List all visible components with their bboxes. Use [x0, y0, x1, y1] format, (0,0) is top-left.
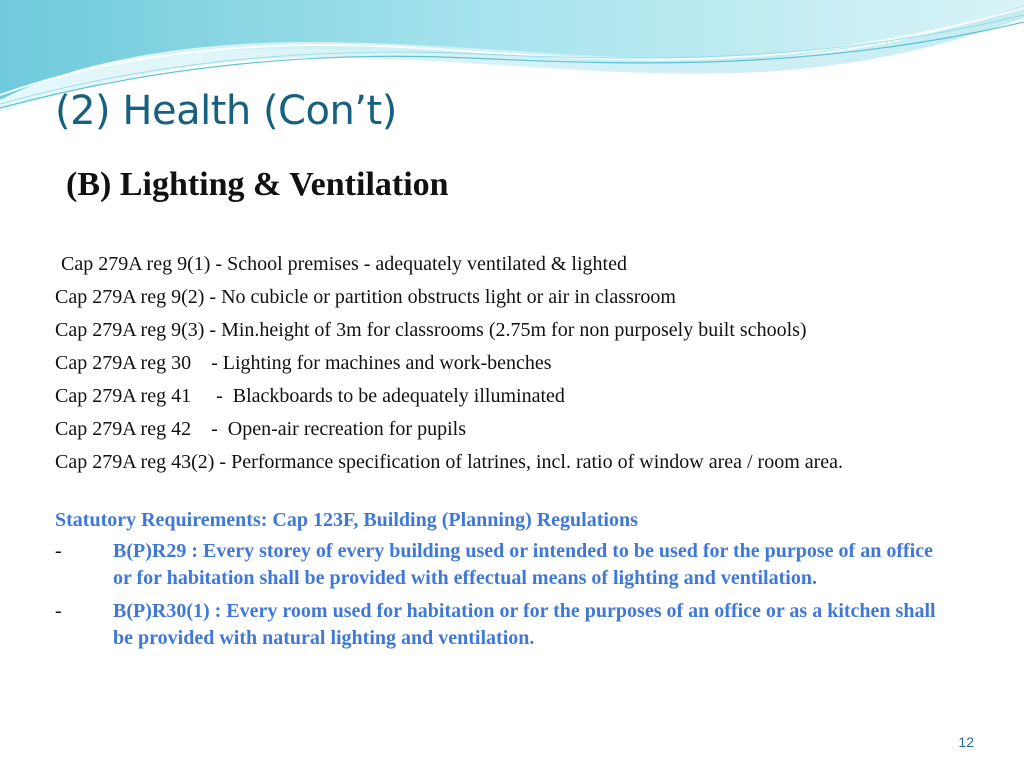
statutory-item [55, 598, 970, 652]
statutory-item [55, 538, 970, 592]
statutory-item-text: B(P)R29 : Every storey of every building used or intended to be used for the purpose of an office or for habitation shall be provided with effectual means of lighting and ventilation. [113, 540, 933, 589]
regulation-item: Cap 279A reg 9(2) - No cubicle or partition obstructs light or air in classroom [55, 286, 676, 308]
section-subtitle: (B) Lighting & Ventilation [66, 166, 449, 203]
regulation-item: Cap 279A reg 30 - Lighting for machines and work-benches [55, 352, 552, 374]
slide-title: (2) Health (Con’t) [55, 88, 397, 134]
statutory-item-text: B(P)R30(1) : Every room used for habitation or for the purposes of an office or as a kitchen shall be provided with natural lighting and ventilation. [113, 600, 936, 649]
bullet-dash: - [55, 600, 62, 622]
bullet-dash: - [55, 540, 62, 562]
regulation-item: Cap 279A reg 42 - Open-air recreation for pupils [55, 418, 466, 440]
regulation-item: Cap 279A reg 43(2) - Performance specification of latrines, incl. ratio of window area / room area. [55, 451, 844, 473]
regulation-item: Cap 279A reg 9(1) - School premises - adequately ventilated & lighted [61, 253, 627, 275]
statutory-heading: Statutory Requirements: Cap 123F, Building (Planning) Regulations [55, 509, 638, 531]
regulation-item: Cap 279A reg 9(3) - Min.height of 3m for classrooms (2.75m for non purposely built schools) [55, 319, 807, 341]
slide-body [55, 250, 970, 658]
regulation-item: Cap 279A reg 41 - Blackboards to be adequately illuminated [55, 385, 565, 407]
page-number: 12 [958, 734, 974, 750]
